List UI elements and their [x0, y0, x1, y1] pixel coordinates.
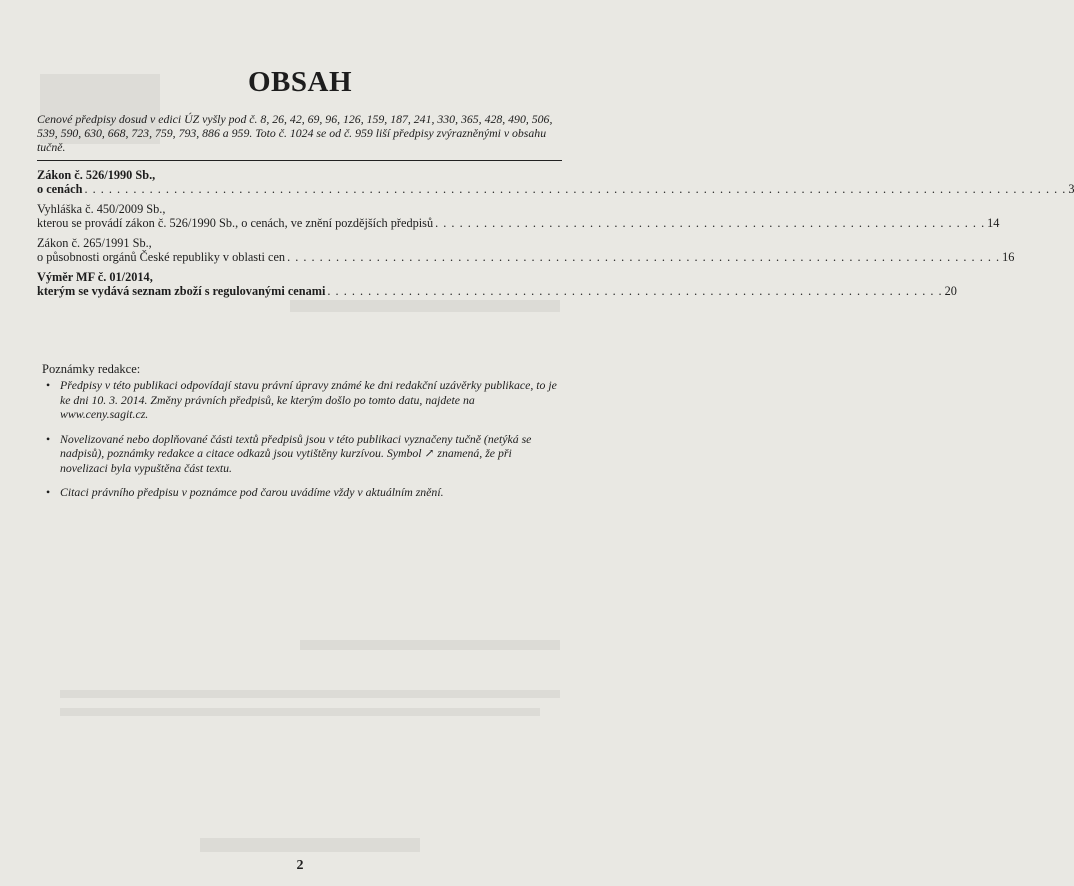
bullet-icon: • — [46, 485, 51, 499]
toc-entry-title: Zákon č. 265/1991 Sb., — [37, 236, 152, 250]
note-text: Citaci právního předpisu v poznámce pod čarou uvádíme vždy v aktuálním znění. — [60, 485, 444, 499]
divider — [37, 160, 562, 161]
toc-entry[interactable] — [37, 202, 1000, 230]
toc-entry-title: Výměr MF č. 01/2014, — [37, 270, 153, 284]
toc-page-number: 14 — [987, 216, 1000, 230]
toc-entry[interactable] — [37, 270, 957, 298]
toc-entry-subtitle: o působnosti orgánů České republiky v oblasti cen — [37, 250, 286, 264]
bleed-through-bar — [60, 690, 560, 698]
bullet-icon: • — [46, 378, 51, 392]
toc-entry-subtitle: o cenách — [37, 182, 83, 196]
editorial-notes — [42, 378, 562, 510]
list-item — [42, 432, 562, 476]
toc-entry-title: Vyhláška č. 450/2009 Sb., — [37, 202, 166, 216]
toc-page-number: 16 — [1002, 250, 1015, 264]
toc-leader-dots: . . . . . . . . . . . . . . . . . . . . . . . . . . . . . . . . . . . . . . . . . . . . . . . . . . . . . . . . . . . . . . . . . . . . . . . . . . . . . . . . . . . . . . . . — [287, 250, 1001, 264]
toc-entry-title: Zákon č. 526/1990 Sb., — [37, 168, 156, 182]
toc-page-number: 3 — [1068, 182, 1074, 196]
bleed-through-bar — [60, 708, 540, 716]
list-item — [42, 485, 562, 500]
page-title: OBSAH — [247, 66, 353, 98]
list-item — [42, 378, 562, 422]
toc-entry[interactable] — [37, 236, 1015, 264]
note-text: Novelizované nebo doplňované části textů předpisů jsou v této publikaci vyznačeny tučně (netýká se nadpisů), poznámky redakce a citace odkazů jsou vytištěny kurzívou. Symbol ↗ znamená, že při novelizaci byla vypuštěna část textu. — [60, 431, 532, 475]
table-of-contents — [37, 168, 1074, 304]
toc-entry-subtitle: kterou se provádí zákon č. 526/1990 Sb., o cenách, ve znění pozdějších předpisů — [37, 216, 434, 230]
intro-paragraph: Cenové předpisy dosud v edici ÚZ vyšly pod č. 8, 26, 42, 69, 96, 126, 159, 187, 241, 330, 365, 428, 490, 506, 539, 590, 630, 668, 723, 759, 793, 886 a 959. Toto č. 1024 se od č. 959 liší předpisy zvýrazněnými v obsahu tučně. — [37, 112, 553, 154]
note-text: Předpisy v této publikaci odpovídají stavu právní úpravy známé ke dni redakční uzávěrky publikace, to je ke dni 10. 3. 2014. Změny právních předpisů, ke kterým došlo po tomto datu, najdete na www.ceny.sagit.cz. — [60, 378, 557, 421]
toc-page-number: 20 — [944, 284, 957, 298]
notes-heading: Poznámky redakce: — [42, 362, 141, 376]
bleed-through-bar — [300, 640, 560, 650]
toc-leader-dots: . . . . . . . . . . . . . . . . . . . . . . . . . . . . . . . . . . . . . . . . . . . . . . . . . . . . . . . . . . . . . . . . . . . . . . . . . . . . — [327, 284, 943, 298]
toc-entry-subtitle: kterým se vydává seznam zboží s regulovanými cenami — [37, 284, 326, 298]
toc-entry[interactable] — [37, 168, 1074, 196]
page-number: 2 — [296, 858, 304, 873]
bullet-icon: • — [46, 431, 51, 446]
toc-leader-dots: . . . . . . . . . . . . . . . . . . . . . . . . . . . . . . . . . . . . . . . . . . . . . . . . . . . . . . . . . . . . . . . . . . . . . . . . . . . . . . . . . . . . . . . . . . . . . . . . . . . . . . . . . . . . . . . . . . . . . . . . . — [84, 182, 1067, 196]
bleed-through-bar — [200, 838, 420, 852]
toc-leader-dots: . . . . . . . . . . . . . . . . . . . . . . . . . . . . . . . . . . . . . . . . . . . . . . . . . . . . . . . . . . . . . . . . . . . . — [435, 216, 986, 230]
